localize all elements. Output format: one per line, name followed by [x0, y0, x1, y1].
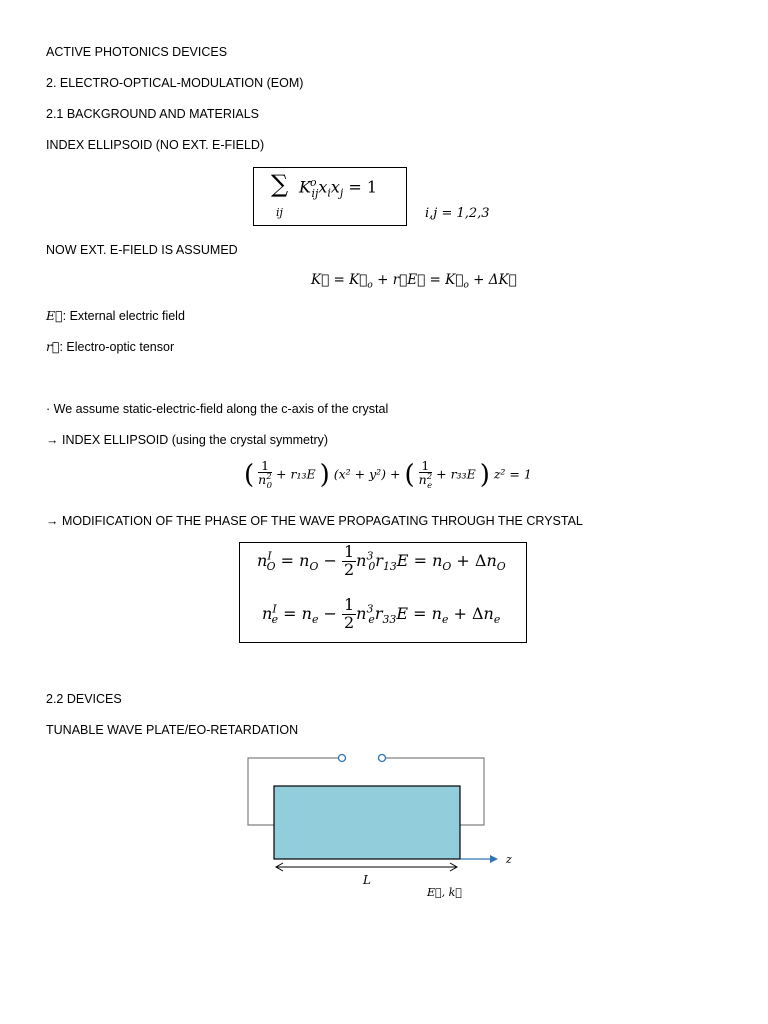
z-axis-arrow: [460, 855, 498, 863]
sum-symbol: ∑: [271, 170, 289, 198]
section-heading: 2.1 BACKGROUND AND MATERIALS: [46, 107, 260, 121]
field-wavevector-label: E⃗, k⃗: [427, 886, 462, 899]
right-terminal-icon: [379, 755, 386, 762]
sum-index: ij: [276, 206, 283, 219]
definition-external-field: E⃗: External electric field: [46, 308, 185, 323]
assumption-text: · We assume static-electric-field along the c-axis of the crystal: [46, 402, 389, 416]
eo-crystal: [274, 786, 460, 859]
index-range: i,j = 1,2,3: [425, 206, 490, 221]
k-field-equation: K⃗ = $K⃗_o$ + r⃗E⃗ = $K⃗_o$ + ΔK⃗: [311, 272, 517, 291]
z-axis-label: z: [506, 853, 512, 866]
device-heading: TUNABLE WAVE PLATE/EO-RETARDATION: [46, 723, 299, 737]
course-title: ACTIVE PHOTONICS DEVICES: [46, 45, 228, 59]
phase-modification-text: → MODIFICATION OF THE PHASE OF THE WAVE PROPAGATING THROUGH THE CRYSTAL: [46, 514, 583, 528]
extraordinary-index-equation: $n^I_e = n_e$ − $\frac{1}{2}$ $n^3_er_{33}E = n_e + \Delta n_e$: [262, 595, 501, 632]
definition-eo-tensor: r⃗: Electro-optic tensor: [46, 339, 175, 354]
index-ellipsoid-symmetric-equation: ( $\frac{1}{n^2_0}$ + r₁₃E ) (x² + y²) + ( $\frac{1}{n^2_e}$ + r₃₃E ) z² = 1: [244, 458, 532, 491]
subsection-heading: INDEX ELLIPSOID (NO EXT. E-FIELD): [46, 138, 265, 152]
chapter-heading: 2. ELECTRO-OPTICAL-MODULATION (EOM): [46, 76, 304, 90]
symmetry-text: → INDEX ELLIPSOID (using the crystal symmetry): [46, 433, 329, 447]
length-arrow: [276, 863, 457, 871]
ordinary-index-equation: $n^I_O = n_O$ − $\frac{1}{2}$ $n^3_0r_{13}E = n_O + \Delta n_O$: [257, 542, 506, 579]
left-terminal-icon: [339, 755, 346, 762]
ext-field-text: NOW EXT. E-FIELD IS ASSUMED: [46, 243, 238, 257]
length-label: L: [363, 873, 371, 887]
index-ellipsoid-term: $K^o_{ij}x_ix_j = 1$: [299, 176, 378, 200]
devices-section-heading: 2.2 DEVICES: [46, 692, 122, 706]
